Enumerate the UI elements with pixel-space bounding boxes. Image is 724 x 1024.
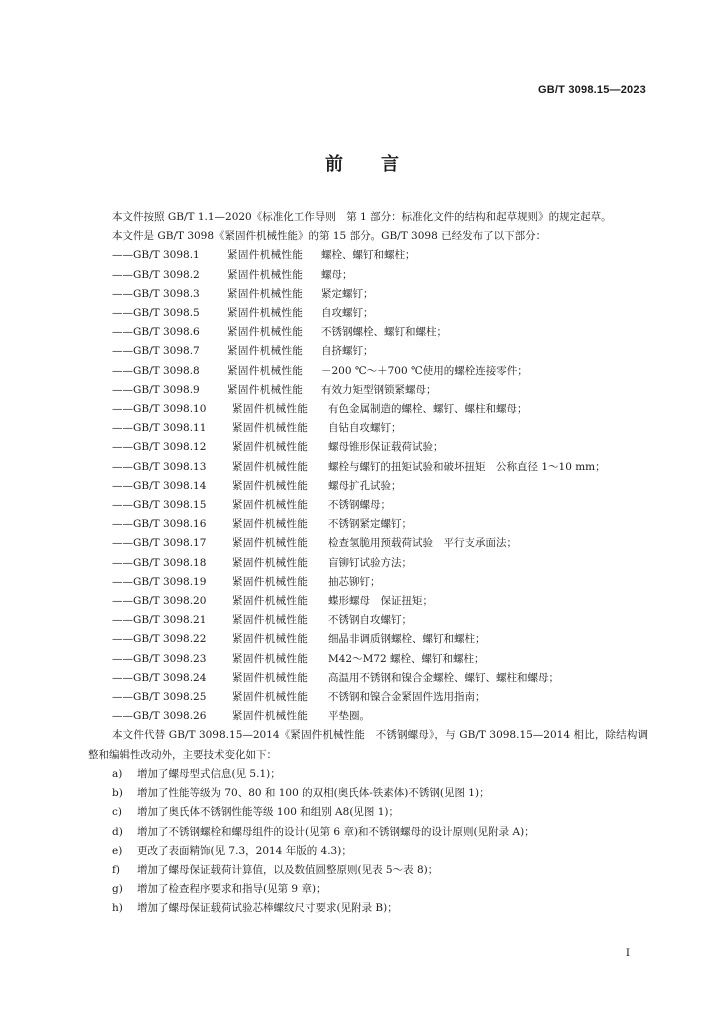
change-list-item [112,899,648,918]
part-list-item [112,573,648,592]
part-code: ——GB/T 3098.9 [112,383,200,396]
part-code: ——GB/T 3098.15 [112,499,207,512]
part-name: 有效力矩型钢锁紧螺母； [321,383,437,396]
change-letter: g) [112,883,123,896]
part-prefix: 紧固件机械性能 [232,556,309,569]
part-list-item [112,515,648,534]
part-prefix: 紧固件机械性能 [232,671,309,684]
part-list-item [112,669,648,688]
part-code: ——GB/T 3098.6 [112,326,200,339]
part-name: 抽芯铆钉； [328,575,381,588]
part-code: ——GB/T 3098.5 [112,307,200,320]
part-prefix: 紧固件机械性能 [232,422,309,435]
part-list-item [112,611,648,630]
standard-code-header: GB/T 3098.15—2023 [538,84,646,96]
part-prefix: 紧固件机械性能 [232,460,309,473]
part-prefix: 紧固件机械性能 [232,479,309,492]
part-list-item [112,496,648,515]
part-list-item [112,438,648,457]
change-letter: d) [112,825,123,838]
part-code: ——GB/T 3098.2 [112,268,200,281]
part-code: ——GB/T 3098.8 [112,364,200,377]
change-list-item [112,823,648,842]
change-letter: h) [112,902,123,915]
intro-paragraph-1: 本文件按照 GB/T 1.1—2020《标准化工作导则 第 1 部分：标准化文件的结构和起草规则》的规定起草。 [112,211,612,223]
part-name: 检查氢脆用预载荷试验 平行支承面法； [328,537,517,550]
part-name: 不锈钢紧定螺钉； [328,518,412,531]
change-list-item [112,842,648,861]
change-text: 增加了螺母型式信息(见 5.1)； [137,767,281,780]
part-code: ——GB/T 3098.17 [112,537,207,550]
change-text: 增加了性能等级为 70、80 和 100 的双相(奥氏体-铁素体)不锈钢(见图 1)； [137,787,490,800]
change-letter: f) [112,863,120,876]
part-name: 蝶形螺母 保证扭矩； [328,595,433,608]
part-code: ——GB/T 3098.19 [112,575,207,588]
part-code: ——GB/T 3098.22 [112,633,207,646]
part-list-item [112,477,648,496]
part-prefix: 紧固件机械性能 [232,633,309,646]
parts-list [88,246,648,726]
part-list-item [112,419,648,438]
change-list-item [112,861,648,880]
part-name: －200 ℃～＋700 ℃使用的螺栓连接零件； [321,364,528,377]
part-prefix: 紧固件机械性能 [232,575,309,588]
part-list-item [112,304,648,323]
change-text: 增加了螺母保证载荷试验芯棒螺纹尺寸要求(见附录 B)； [137,902,398,915]
part-name: 螺母锥形保证载荷试验； [328,441,444,454]
change-letter: e) [112,844,123,857]
part-prefix: 紧固件机械性能 [227,307,304,320]
part-list-item [112,592,648,611]
part-code: ——GB/T 3098.18 [112,556,207,569]
part-list-item [112,630,648,649]
part-code: ——GB/T 3098.11 [112,422,207,435]
part-prefix: 紧固件机械性能 [232,441,309,454]
foreword-body [88,208,648,919]
part-prefix: 紧固件机械性能 [232,499,309,512]
part-list-item [112,554,648,573]
part-code: ——GB/T 3098.1 [112,249,200,262]
part-name: 不锈钢螺栓、螺钉和螺柱； [321,326,447,339]
change-text: 增加了螺母保证载荷计算值，以及数值圆整原则(见表 5～表 8)； [137,863,439,876]
part-name: 螺母； [321,268,353,281]
part-prefix: 紧固件机械性能 [227,383,304,396]
change-letter: c) [112,806,122,819]
part-prefix: 紧固件机械性能 [227,249,304,262]
part-prefix: 紧固件机械性能 [232,595,309,608]
part-code: ——GB/T 3098.13 [112,460,207,473]
part-prefix: 紧固件机械性能 [227,268,304,281]
part-prefix: 紧固件机械性能 [232,691,309,704]
change-text: 增加了不锈钢螺栓和螺母组件的设计(见第 6 章)和不锈钢螺母的设计原则(见附录 A)； [137,825,535,838]
part-code: ——GB/T 3098.12 [112,441,207,454]
part-name: 自攻螺钉； [321,307,374,320]
part-code: ——GB/T 3098.10 [112,403,207,416]
part-list-item [112,534,648,553]
part-prefix: 紧固件机械性能 [232,614,309,627]
change-letter: b) [112,787,123,800]
part-prefix: 紧固件机械性能 [227,287,304,300]
part-list-item [112,381,648,400]
part-code: ——GB/T 3098.16 [112,518,207,531]
part-code: ——GB/T 3098.20 [112,595,207,608]
part-code: ——GB/T 3098.26 [112,710,207,723]
part-name: 不锈钢自攻螺钉； [328,614,412,627]
change-list-item [112,765,648,784]
part-list-item [112,266,648,285]
part-list-item [112,707,648,726]
part-name: 螺母扩孔试验； [328,479,402,492]
part-list-item [112,458,648,477]
part-name: 自钻自攻螺钉； [328,422,402,435]
change-text: 增加了检查程序要求和指导(见第 9 章)； [137,883,327,896]
part-list-item [112,246,648,265]
part-code: ——GB/T 3098.23 [112,652,207,665]
part-name: 盲铆钉试验方法； [328,556,412,569]
part-name: 不锈钢螺母； [328,499,391,512]
part-prefix: 紧固件机械性能 [227,364,304,377]
part-name: 平垫圈。 [328,710,370,723]
replace-paragraph: 本文件代替 GB/T 3098.15—2014《紧固件机械性能 不锈钢螺母》，与 GB/T 3098.15—2014 相比，除结构调整和编辑性改动外，主要技术变化如下： [88,729,648,761]
part-code: ——GB/T 3098.14 [112,479,207,492]
part-list-item [112,688,648,707]
part-prefix: 紧固件机械性能 [232,710,309,723]
page-number: I [625,947,630,959]
part-code: ——GB/T 3098.7 [112,345,200,358]
intro-paragraph-2: 本文件是 GB/T 3098《紧固件机械性能》的第 15 部分。GB/T 3098 已经发布了以下部分： [112,230,547,243]
part-name: 螺栓与螺钉的扭矩试验和破坏扭矩 公称直径 1～10 mm； [328,460,606,473]
part-list-item [112,342,648,361]
part-code: ——GB/T 3098.3 [112,287,200,300]
change-list-item [112,803,648,822]
part-prefix: 紧固件机械性能 [227,345,304,358]
change-letter: a) [112,767,123,780]
part-code: ——GB/T 3098.21 [112,614,207,627]
part-list-item [112,285,648,304]
part-name: 高温用不锈钢和镍合金螺栓、螺钉、螺柱和螺母； [328,671,559,684]
part-prefix: 紧固件机械性能 [232,652,309,665]
part-prefix: 紧固件机械性能 [232,403,309,416]
changes-list [88,765,648,919]
part-list-item [112,362,648,381]
part-list-item [112,400,648,419]
part-name: 有色金属制造的螺栓、螺钉、螺柱和螺母； [328,403,528,416]
part-prefix: 紧固件机械性能 [232,537,309,550]
part-code: ——GB/T 3098.24 [112,671,207,684]
part-name: 不锈钢和镍合金紧固件选用指南； [328,691,486,704]
change-text: 更改了表面精饰(见 7.3，2014 年版的 4.3)； [137,844,352,857]
change-list-item [112,880,648,899]
part-prefix: 紧固件机械性能 [232,518,309,531]
part-list-item [112,650,648,669]
change-list-item [112,784,648,803]
change-text: 增加了奥氏体不锈钢性能等级 100 和组别 A8(见图 1)； [137,806,400,819]
part-code: ——GB/T 3098.25 [112,691,207,704]
part-name: 自挤螺钉； [321,345,374,358]
part-name: M42～M72 螺栓、螺钉和螺柱； [328,652,485,665]
part-name: 紧定螺钉； [321,287,374,300]
part-list-item [112,323,648,342]
page-title: 前言 [325,154,437,175]
part-name: 螺栓、螺钉和螺柱； [321,249,416,262]
part-name: 细晶非调质钢螺栓、螺钉和螺柱； [328,633,486,646]
part-prefix: 紧固件机械性能 [227,326,304,339]
